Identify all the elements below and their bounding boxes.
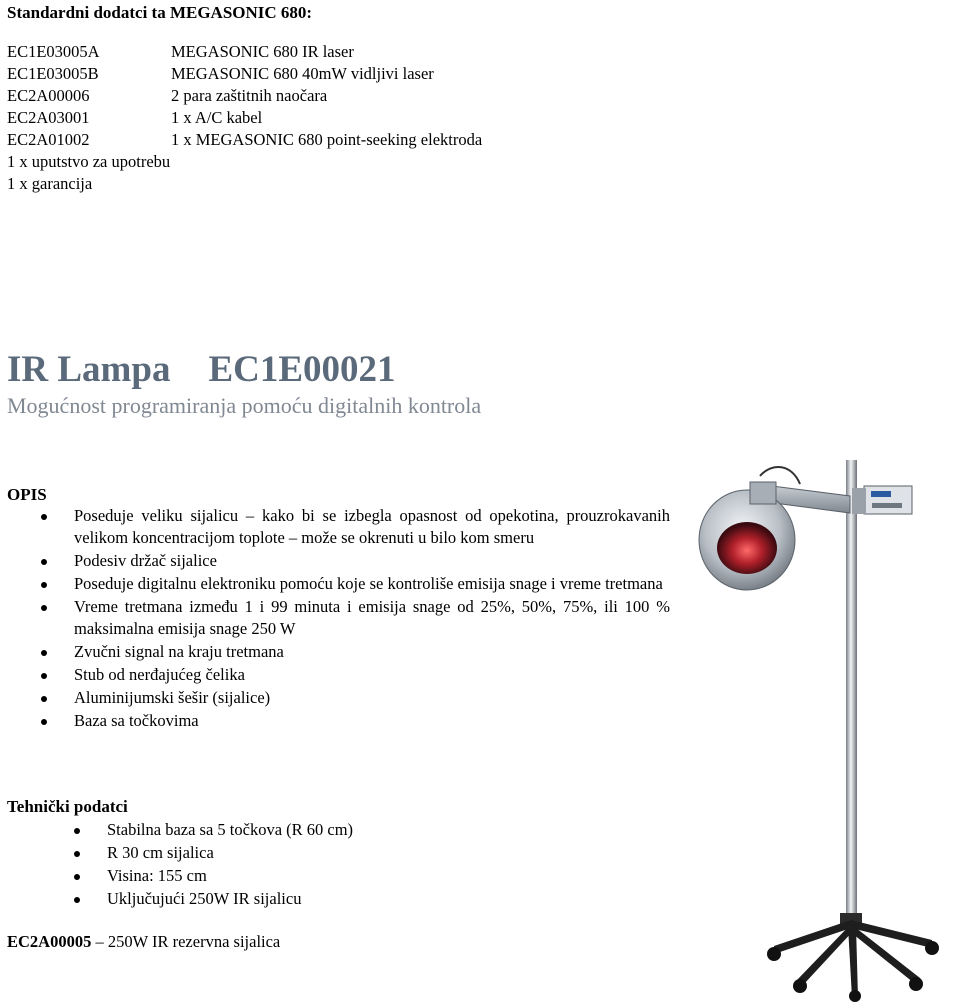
product-name: IR Lampa <box>7 349 171 390</box>
accessory-code: EC1E03005A <box>7 42 100 61</box>
standard-accessories-title: Standardni dodatci ta MEGASONIC 680: <box>7 3 313 22</box>
accessory-desc: 1 x A/C kabel <box>171 108 263 127</box>
spare-bulb-line <box>7 932 280 952</box>
ir-lamp-image <box>692 458 958 1003</box>
list-item: Zvučni signal na kraju tretmana <box>0 641 670 663</box>
spare-bulb-code: EC2A00005 <box>7 932 92 951</box>
description-list <box>0 505 670 733</box>
list-item: Aluminijumski šešir (sijalice) <box>0 687 670 709</box>
product-title <box>7 348 396 391</box>
accessory-code: EC2A00006 <box>7 86 90 105</box>
accessory-code: EC2A01002 <box>7 130 90 149</box>
pole-shape <box>846 460 857 920</box>
accessory-desc: MEGASONIC 680 40mW vidljivi laser <box>171 64 434 83</box>
list-item: Uključujući 250W IR sijalicu <box>0 888 353 910</box>
list-item: Vreme tretmana između 1 i 99 minuta i emisija snage od 25%, 50%, 75%, ili 100 % maksimalna emisija snage 250 W <box>0 596 670 640</box>
spare-bulb-desc: – 250W IR rezervna sijalica <box>95 932 281 951</box>
tech-data-heading: Tehnički podatci <box>7 797 128 816</box>
accessory-desc: 1 x MEGASONIC 680 point-seeking elektroda <box>171 130 483 149</box>
description-heading: OPIS <box>7 485 47 504</box>
list-item: Poseduje veliku sijalicu – kako bi se izbegla opasnost od opekotina, prouzrokavanih velikom koncentracijom toplote – može se okrenuti u bilo kom smeru <box>0 505 670 549</box>
accessory-desc: 2 para zaštitnih naočara <box>171 86 328 105</box>
accessory-code: EC2A03001 <box>7 108 90 127</box>
accessory-extra: 1 x uputstvo za upotrebu <box>7 152 171 171</box>
list-item: Visina: 155 cm <box>0 865 353 887</box>
accessory-desc: MEGASONIC 680 IR laser <box>171 42 354 61</box>
list-item: Stub od nerđajućeg čelika <box>0 664 670 686</box>
list-item: R 30 cm sijalica <box>0 842 353 864</box>
tech-data-list <box>0 819 353 911</box>
product-subtitle: Mogućnost programiranja pomoću digitalnih kontrola <box>7 393 482 418</box>
product-code: EC1E00021 <box>208 349 396 390</box>
list-item: Podesiv držač sijalice <box>0 550 670 572</box>
list-item: Stabilna baza sa 5 točkova (R 60 cm) <box>0 819 353 841</box>
accessory-extra: 1 x garancija <box>7 174 93 193</box>
list-item: Baza sa točkovima <box>0 710 670 732</box>
list-item: Poseduje digitalnu elektroniku pomoću koje se kontroliše emisija snage i vreme tretmana <box>0 573 670 595</box>
accessory-code: EC1E03005B <box>7 64 99 83</box>
